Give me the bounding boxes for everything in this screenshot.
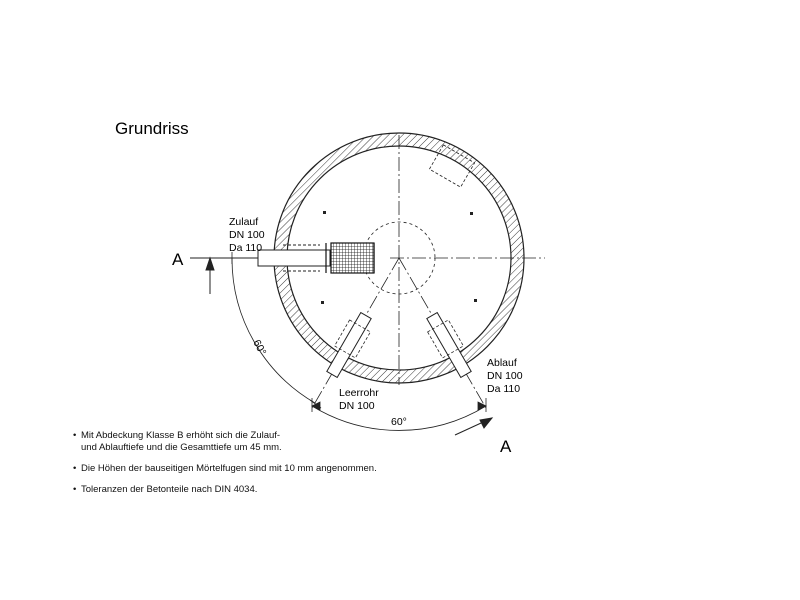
angle-arc-label: 60° <box>250 337 269 358</box>
conduit-label-line1: Leerrohr <box>339 387 379 399</box>
note-mortar-joints: • Die Höhen der bauseitigen Mörtelfugen sind mit 10 mm angenommen. <box>73 463 377 475</box>
section-mark-left: A <box>172 250 184 269</box>
note-tolerances: • Toleranzen der Betonteile nach DIN 4034. <box>73 484 377 496</box>
outlet-label <box>487 357 523 395</box>
angle-bottom-label: 60° <box>391 416 407 428</box>
inlet-label-line1: Zulauf <box>229 216 259 228</box>
filter-basket <box>326 243 374 273</box>
outlet-label-line2: DN 100 <box>487 370 523 382</box>
outlet-label-line3: Da 110 <box>487 383 521 395</box>
inlet-label-line2: DN 100 <box>229 229 265 241</box>
conduit-label <box>339 387 379 412</box>
section-mark-right: A <box>500 437 512 456</box>
inlet-label <box>229 216 265 254</box>
conduit-label-line2: DN 100 <box>339 400 375 412</box>
inlet-label-line3: Da 110 <box>229 242 263 254</box>
page-title: Grundriss <box>115 119 189 138</box>
note-cover-class: • Mit Abdeckung Klasse B erhöht sich die Zulauf- und Ablauftiefe und die Gesamttiefe um 45 mm. <box>73 430 377 454</box>
inlet-pipe <box>258 245 330 271</box>
outlet-label-line1: Ablauf <box>487 357 517 369</box>
notes-list <box>73 430 377 505</box>
